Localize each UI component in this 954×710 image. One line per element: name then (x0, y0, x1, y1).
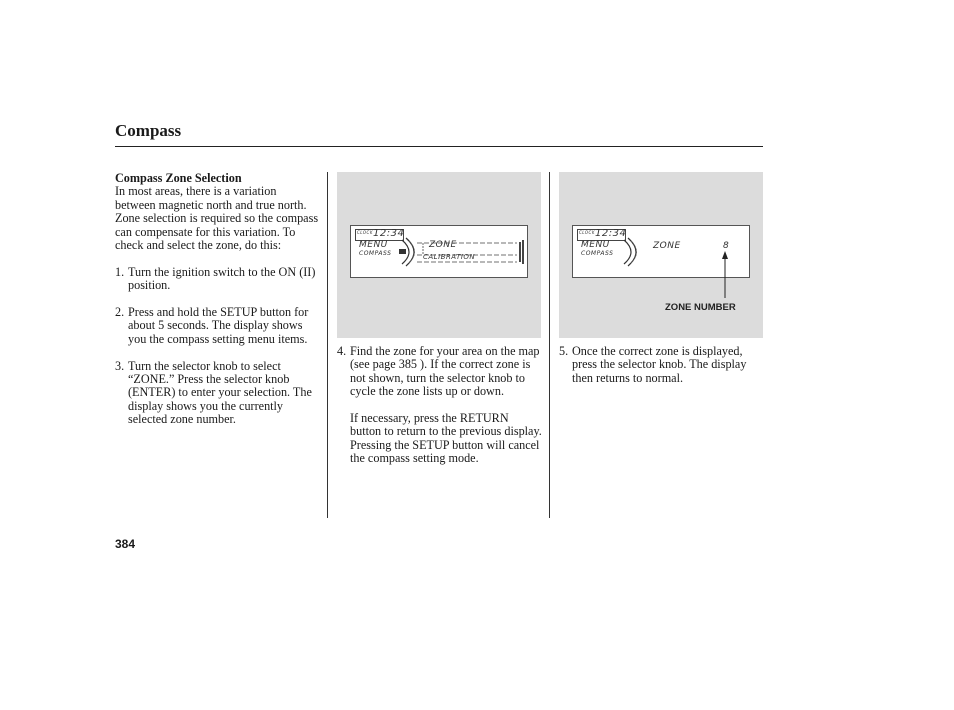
compass-label: COMPASS (359, 250, 392, 257)
step-number: 3. (115, 358, 125, 373)
step-text: Once the correct zone is displayed, press the selector knob. The display then returns to normal. (572, 344, 747, 385)
step-number: 4. (337, 344, 347, 358)
zone-number-callout: ZONE NUMBER (665, 302, 736, 313)
menu-item-zone: ZONE (653, 241, 681, 251)
step-text: Turn the ignition switch to the ON (II) position. (128, 264, 316, 293)
note-paragraph: If necessary, press the RETURN button to return to the previous display. Pressing the SETUP button will cancel the compass setting mode. (350, 411, 542, 466)
selector-knob-icon (621, 237, 645, 267)
step-text: Press and hold the SETUP button for about 5 seconds. The display shows you the compass setting menu items. (128, 305, 309, 346)
step-number: 2. (115, 305, 125, 320)
menu-item-zone: ZONE (429, 240, 457, 250)
column-3 (559, 345, 769, 385)
step-item (115, 266, 320, 293)
clock-time: 12:34 (595, 228, 627, 239)
step-item (337, 345, 542, 399)
menu-label: MENU (581, 240, 610, 250)
illustration-panel-2 (559, 172, 763, 338)
step-item (559, 345, 769, 385)
callout-arrow (719, 250, 731, 300)
step-text: Turn the selector knob to select “ZONE.” Press the selector knob (ENTER) to enter your selection. The display shows you the currently selected zone number. (128, 358, 312, 427)
step-text: Find the zone for your area on the map (see page 385 ). If the correct zone is not shown, turn the selector knob to cycle the zone lists up or down. (350, 344, 540, 399)
column-2 (337, 345, 542, 466)
title-rule (115, 146, 763, 147)
menu-item-calibration: CALIBRATION (423, 253, 476, 261)
step-item (115, 306, 320, 346)
intro-paragraph: In most areas, there is a variation between magnetic north and true north. Zone selection is required so the compass can compensate for this variation. To check and select the zone, do this: (115, 184, 319, 253)
section-subheading: Compass Zone Selection (115, 171, 242, 185)
column-divider (327, 172, 328, 518)
step-item (115, 360, 320, 427)
clock-time: 12:34 (373, 228, 405, 239)
column-1 (115, 172, 320, 427)
clock-label: CLOCK (579, 230, 595, 235)
step-number: 5. (559, 344, 569, 358)
lcd-display-1 (350, 225, 528, 278)
step-number: 1. (115, 264, 125, 279)
page-title: Compass (115, 121, 182, 140)
zone-number-value: 8 (723, 241, 730, 251)
menu-highlight-dashes (417, 240, 527, 264)
clock-label: CLOCK (357, 230, 373, 235)
compass-label: COMPASS (581, 250, 614, 257)
page-number: 384 (115, 537, 136, 551)
menu-label: MENU (359, 240, 388, 250)
illustration-panel-1 (337, 172, 541, 338)
column-divider (549, 172, 550, 518)
